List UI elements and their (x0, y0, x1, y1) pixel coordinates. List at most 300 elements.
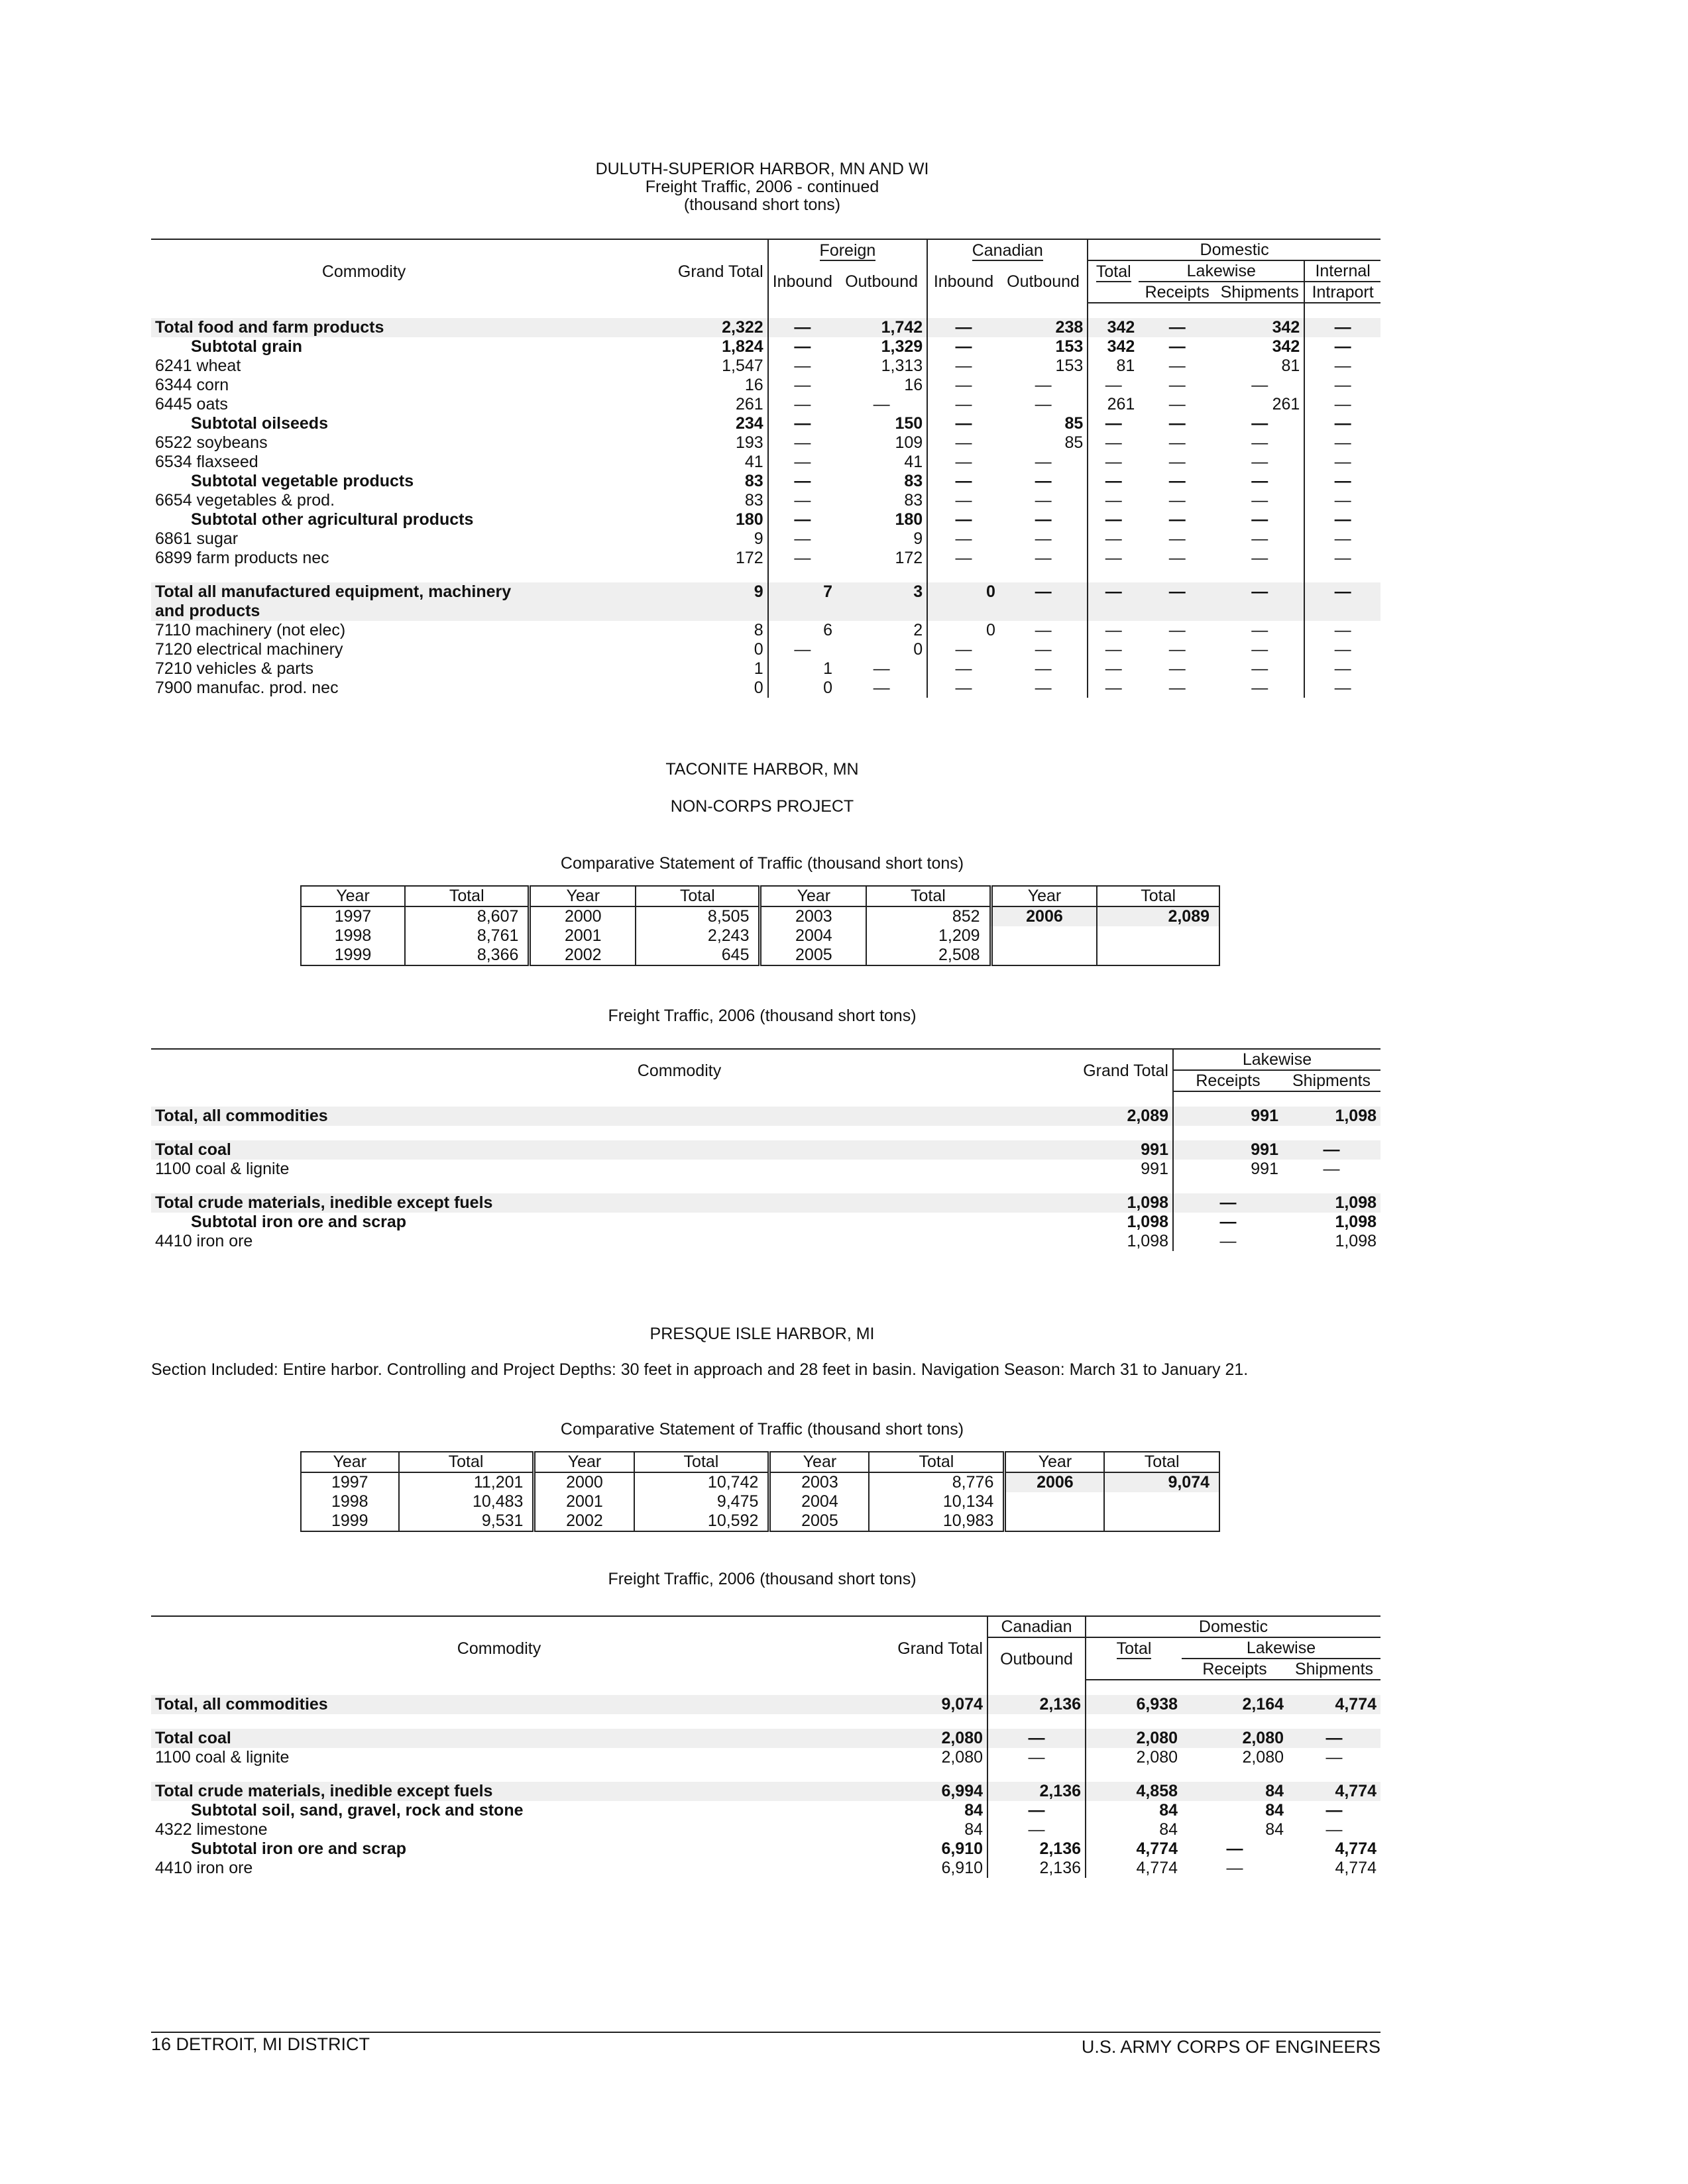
row-value: — (873, 679, 890, 697)
duluth-subtitle: Freight Traffic, 2006 - continued (645, 178, 879, 196)
row-label: 7110 machinery (not elec) (155, 621, 346, 639)
row-value: 2,080 (847, 1729, 987, 1748)
comparative-year-latest: 2006 (1005, 1472, 1105, 1492)
row-value: — (1304, 414, 1380, 433)
row-value: 2,136 (987, 1695, 1086, 1714)
col-canadian-outbound: Outbound (987, 1637, 1086, 1680)
comparative-empty (1104, 1492, 1219, 1511)
col-canadian-outbound: Outbound (1007, 272, 1080, 291)
comparative-total: 1,209 (866, 926, 991, 946)
taconite-freight-table (151, 1048, 1380, 1251)
table-row (151, 1107, 1380, 1126)
table-row (151, 1729, 1380, 1748)
row-value: 342 (1272, 337, 1300, 356)
row-value: — (987, 1729, 1086, 1748)
comparative-year: 1998 (334, 926, 372, 945)
row-value: — (1251, 659, 1268, 678)
table-row (151, 1695, 1380, 1714)
row-value: 6,994 (847, 1782, 987, 1801)
row-value: — (1088, 376, 1139, 395)
row-value: 83 (904, 491, 923, 510)
row-value: 84 (964, 1801, 983, 1820)
row-value: 2,136 (987, 1859, 1086, 1878)
taconite-comparative-table (300, 885, 1220, 966)
row-value: 1 (768, 659, 836, 679)
col-foreign-inbound: Inbound (768, 260, 836, 303)
row-value: — (1304, 491, 1380, 510)
presque-freight-table (151, 1615, 1380, 1878)
row-value: 261 (735, 395, 763, 413)
row-value: 342 (1215, 318, 1304, 337)
row-label: Total food and farm products (151, 318, 577, 337)
duluth-title: DULUTH-SUPERIOR HARBOR, MN AND WI (595, 160, 929, 178)
comparative-total: 8,505 (636, 906, 760, 926)
row-value: — (1168, 510, 1186, 529)
comparative-year: 1997 (331, 1473, 368, 1492)
comparative-row (301, 1472, 1219, 1492)
table-row (151, 1782, 1380, 1801)
row-value: — (1304, 640, 1380, 659)
comparative-total: 10,592 (634, 1511, 769, 1531)
row-value: — (1088, 414, 1139, 433)
col-domestic-total: Total (1096, 262, 1131, 281)
row-label: 7900 manufac. prod. nec (155, 679, 339, 697)
table-row (151, 1839, 1380, 1859)
row-label: Total crude materials, inedible except fuels (151, 1782, 847, 1801)
row-value: 4,774 (1086, 1839, 1182, 1859)
table-row (151, 1160, 1380, 1179)
row-value: — (1251, 472, 1268, 490)
row-value: — (1251, 549, 1268, 567)
table-row (151, 621, 1380, 640)
cmp-total-head: Total (636, 886, 760, 906)
row-value: — (1035, 491, 1052, 510)
table-row (151, 318, 1380, 337)
presque-comp-title: Comparative Statement of Traffic (thousand short tons) (560, 1420, 964, 1439)
row-value: — (1215, 582, 1304, 602)
comparative-year: 2001 (530, 926, 636, 946)
row-value: — (1088, 453, 1139, 472)
row-value: — (873, 395, 890, 413)
comparative-total: 8,366 (405, 946, 530, 965)
row-value: — (1139, 582, 1215, 602)
table-row (151, 1820, 1380, 1839)
row-value: 1,313 (881, 356, 923, 375)
row-value: 6 (768, 621, 836, 640)
row-value: 1,098 (1335, 1213, 1377, 1231)
row-value: — (1035, 376, 1052, 394)
col-lakewise: Lakewise (1173, 1049, 1380, 1070)
row-value (1088, 602, 1139, 621)
row-value: 41 (904, 453, 923, 471)
col-receipts: Receipts (1182, 1659, 1288, 1680)
row-value: — (1168, 414, 1186, 433)
row-value: 2,080 (1242, 1748, 1284, 1767)
row-value: 0 (754, 679, 763, 697)
comparative-row (301, 926, 1219, 946)
row-value: 1,098 (1013, 1193, 1173, 1213)
comparative-total: 10,742 (634, 1472, 769, 1492)
duluth-header (0, 160, 1524, 214)
row-label: Total crude materials, inedible except fuels (151, 1193, 1013, 1213)
row-value: 0 (913, 640, 923, 659)
row-value: — (768, 356, 836, 376)
row-value (1304, 602, 1380, 621)
row-value: — (1168, 337, 1186, 356)
row-value: 991 (1141, 1160, 1168, 1178)
row-value: — (1325, 1820, 1343, 1839)
row-value: 41 (744, 453, 763, 471)
row-value: 16 (744, 376, 763, 394)
comparative-total: 10,483 (399, 1492, 534, 1511)
table-row (151, 491, 1380, 510)
row-value: — (927, 433, 999, 453)
row-value: 2,080 (1086, 1748, 1182, 1767)
col-lakewise: Lakewise (1182, 1637, 1380, 1659)
row-value: — (1251, 414, 1268, 433)
cmp-total-head: Total (866, 886, 991, 906)
row-label: 7120 electrical machinery (155, 640, 343, 659)
cmp-total-head: Total (634, 1452, 769, 1472)
col-shipments: Shipments (1282, 1070, 1380, 1091)
table-row (151, 356, 1380, 376)
row-value: — (768, 414, 836, 433)
taconite-comp-title: Comparative Statement of Traffic (thousand short tons) (560, 854, 964, 873)
row-value: — (1304, 472, 1380, 491)
row-value: — (768, 529, 836, 549)
row-value: — (927, 395, 999, 414)
row-value: — (1168, 356, 1186, 375)
row-value: 0 (927, 621, 999, 640)
row-value: 991 (1013, 1140, 1173, 1160)
row-value: — (1251, 453, 1268, 471)
row-value: — (1173, 1213, 1282, 1232)
row-value: — (1168, 472, 1186, 490)
col-foreign: Foreign (819, 241, 876, 260)
row-value: — (1035, 529, 1052, 548)
table-row (151, 1748, 1380, 1767)
row-value: 991 (1173, 1140, 1282, 1160)
row-value: 1 (754, 659, 763, 678)
row-label: Total coal (151, 1140, 1013, 1160)
row-value: — (1304, 356, 1380, 376)
table-row (151, 679, 1380, 698)
cmp-year-head: Year (1005, 1452, 1105, 1472)
row-value: — (1304, 621, 1380, 640)
col-domestic: Domestic (1086, 1616, 1380, 1637)
row-value: — (927, 376, 999, 395)
row-value: — (1251, 376, 1268, 394)
row-value: 1,098 (1127, 1213, 1168, 1231)
row-value: — (927, 414, 999, 433)
row-value: 172 (735, 549, 763, 567)
row-value: 1,824 (722, 337, 763, 356)
row-value: 84 (1182, 1782, 1288, 1801)
row-value: — (1088, 433, 1139, 453)
row-value: — (768, 491, 836, 510)
row-label: 4410 iron ore (155, 1859, 253, 1877)
row-value (999, 602, 1088, 621)
row-value: — (1304, 659, 1380, 679)
col-commodity: Commodity (151, 1049, 1013, 1091)
row-value: 2 (913, 621, 923, 639)
row-value (1215, 602, 1304, 621)
row-value: 193 (735, 433, 763, 452)
row-value: 83 (904, 472, 923, 490)
comparative-empty (991, 946, 1097, 965)
row-value: 9 (754, 529, 763, 548)
row-value: — (1035, 453, 1052, 471)
row-value: — (1325, 1801, 1343, 1820)
row-value: 1,098 (1282, 1193, 1380, 1213)
row-value (1139, 602, 1215, 621)
comparative-total: 8,761 (405, 926, 530, 946)
row-value: 83 (744, 472, 763, 490)
cmp-year-head: Year (769, 1452, 870, 1472)
row-value: — (1304, 318, 1380, 337)
row-label: 4322 limestone (155, 1820, 268, 1839)
row-value: — (1323, 1160, 1340, 1178)
row-value: — (1139, 318, 1215, 337)
comparative-year-latest: 2006 (991, 906, 1097, 926)
col-foreign-outbound: Outbound (845, 272, 919, 291)
row-value: — (927, 679, 999, 698)
row-value: — (927, 318, 999, 337)
table-row (151, 337, 1380, 356)
row-value: — (1251, 433, 1268, 452)
footer-right: U.S. ARMY CORPS OF ENGINEERS (1081, 2037, 1380, 2057)
row-value: — (1168, 529, 1186, 548)
row-value: — (1304, 510, 1380, 529)
comparative-empty (1097, 926, 1219, 946)
comparative-total: 11,201 (399, 1472, 534, 1492)
row-value: 153 (1055, 356, 1084, 375)
row-label: Total, all commodities (151, 1107, 1013, 1126)
row-value: — (768, 510, 836, 529)
col-lakewise: Lakewise (1139, 260, 1304, 282)
row-value: 84 (1265, 1801, 1284, 1820)
presque-freight-title: Freight Traffic, 2006 (thousand short tons) (608, 1570, 917, 1588)
row-value: — (999, 582, 1088, 602)
comparative-year: 1999 (334, 946, 372, 964)
cmp-total-head: Total (869, 1452, 1004, 1472)
row-value: — (1304, 376, 1380, 395)
row-value: — (927, 640, 999, 659)
row-value: — (1088, 549, 1139, 568)
presque-title: PRESQUE ISLE HARBOR, MI (649, 1325, 875, 1343)
row-label: Subtotal oilseeds (191, 414, 328, 433)
row-label: Subtotal iron ore and scrap (191, 1839, 407, 1858)
row-value: — (1168, 640, 1186, 659)
row-value (577, 602, 768, 621)
row-label: Subtotal vegetable products (191, 472, 414, 490)
footer-left: 16 DETROIT, MI DISTRICT (151, 2034, 370, 2054)
row-value: 1,098 (1335, 1232, 1377, 1250)
comparative-year: 1999 (331, 1511, 368, 1530)
row-value: 261 (1088, 395, 1139, 414)
cmp-year-head: Year (530, 886, 636, 906)
row-value: 991 (1173, 1160, 1282, 1179)
row-value: 81 (1281, 356, 1300, 375)
duluth-freight-table (151, 239, 1380, 698)
row-value: 3 (836, 582, 927, 602)
comparative-year: 2005 (760, 946, 866, 965)
row-value: 1,742 (836, 318, 927, 337)
row-label: 6899 farm products nec (155, 549, 329, 567)
row-value: 2,080 (941, 1748, 983, 1767)
row-value: — (1088, 491, 1139, 510)
row-value: — (1251, 510, 1268, 529)
row-value: — (1168, 491, 1186, 510)
row-value: — (1088, 640, 1139, 659)
presque-comparative-table (300, 1451, 1220, 1532)
row-value: 2,164 (1182, 1695, 1288, 1714)
row-value: 238 (999, 318, 1088, 337)
row-value: — (1088, 621, 1139, 640)
col-shipments: Shipments (1215, 282, 1304, 303)
row-value: — (927, 659, 999, 679)
row-value: 1,329 (881, 337, 923, 356)
table-row (151, 640, 1380, 659)
row-value: 109 (895, 433, 923, 452)
row-value: — (768, 376, 836, 395)
table-row (151, 582, 1380, 602)
cmp-year-head: Year (301, 886, 405, 906)
row-value: — (768, 433, 836, 453)
row-value: — (1226, 1839, 1243, 1858)
row-label: 7210 vehicles & parts (155, 659, 314, 678)
col-canadian: Canadian (972, 241, 1043, 260)
row-value: 4,858 (1086, 1782, 1182, 1801)
table-row (151, 602, 1380, 621)
comparative-empty (991, 926, 1097, 946)
row-value: — (768, 640, 836, 659)
cmp-total-head: Total (405, 886, 530, 906)
table-row (151, 376, 1380, 395)
row-value: — (1304, 529, 1380, 549)
presque-section-note: Section Included: Entire harbor. Controlling and Project Depths: 30 feet in approach and 28 feet in basin. Navigation Season: March 31 to January 21. (151, 1360, 1249, 1379)
row-value: — (1168, 659, 1186, 678)
row-value: — (1088, 529, 1139, 549)
row-value: 6,910 (941, 1859, 983, 1877)
table-row (151, 659, 1380, 679)
row-value: — (1304, 549, 1380, 568)
row-value: — (1088, 582, 1139, 602)
row-label: 6861 sugar (155, 529, 239, 548)
row-value: 2,080 (1086, 1729, 1182, 1748)
row-value: — (1288, 1729, 1380, 1748)
comparative-total: 10,134 (869, 1492, 1004, 1511)
row-value: — (768, 395, 836, 414)
row-label: 6445 oats (155, 395, 228, 413)
col-commodity: Commodity (151, 1616, 847, 1680)
row-value: — (1168, 453, 1186, 471)
row-value: 7 (768, 582, 836, 602)
duluth-units: (thousand short tons) (683, 195, 841, 214)
row-value: — (1304, 337, 1380, 356)
row-value: 0 (927, 582, 999, 602)
col-internal: Internal (1304, 260, 1380, 282)
col-canadian-inbound: Inbound (927, 260, 999, 303)
row-label: Subtotal grain (191, 337, 303, 356)
comparative-year: 2000 (530, 906, 636, 926)
row-value: — (1168, 549, 1186, 567)
row-value: — (1035, 679, 1052, 697)
row-value: — (927, 491, 999, 510)
row-value: 9 (913, 529, 923, 548)
row-value: — (1325, 1748, 1343, 1767)
table-row (151, 1193, 1380, 1213)
comparative-total-latest: 2,089 (1097, 906, 1219, 926)
row-value: — (1304, 395, 1380, 414)
row-value: — (1088, 659, 1139, 679)
row-value: — (987, 1748, 1086, 1767)
row-value: — (1088, 679, 1139, 698)
cmp-year-head: Year (534, 1452, 634, 1472)
col-domestic-total: Total (1116, 1639, 1152, 1658)
row-label: 6344 corn (155, 376, 229, 394)
col-grand-total: Grand Total (577, 239, 768, 303)
row-value: 2,322 (577, 318, 768, 337)
row-label: Total coal (151, 1729, 847, 1748)
table-row (151, 1213, 1380, 1232)
comparative-row (301, 1511, 1219, 1531)
row-value (836, 602, 927, 621)
row-label: Subtotal iron ore and scrap (191, 1213, 407, 1231)
row-value: — (768, 337, 836, 356)
comparative-year: 1997 (334, 907, 372, 926)
row-value: 4,774 (1335, 1839, 1377, 1858)
cmp-year-head: Year (991, 886, 1097, 906)
col-canadian: Canadian (987, 1616, 1086, 1637)
row-value: 1,547 (722, 356, 763, 375)
row-value: — (1168, 621, 1186, 639)
table-row (151, 510, 1380, 529)
row-value: 84 (964, 1820, 983, 1839)
taconite-title: TACONITE HARBOR, MN (665, 760, 859, 779)
table-row (151, 1801, 1380, 1820)
row-value: — (927, 510, 999, 529)
row-value: 2,136 (987, 1839, 1086, 1859)
row-value: 4,774 (1288, 1782, 1380, 1801)
comparative-year: 1998 (331, 1492, 368, 1511)
cmp-total-head: Total (399, 1452, 534, 1472)
comparative-total: 10,983 (869, 1511, 1004, 1531)
row-value (927, 602, 999, 621)
row-value: 991 (1173, 1107, 1282, 1126)
comparative-total: 852 (866, 906, 991, 926)
comparative-total: 2,508 (866, 946, 991, 965)
taconite-subtitle: NON-CORPS PROJECT (670, 797, 854, 816)
row-value: — (873, 659, 890, 678)
row-value: 9,074 (847, 1695, 987, 1714)
row-value: — (1035, 472, 1052, 490)
row-value: 1,098 (1127, 1232, 1168, 1250)
row-value: — (987, 1801, 1086, 1820)
row-label: 6654 vegetables & prod. (155, 491, 335, 510)
row-value: — (1088, 510, 1139, 529)
row-value: — (1304, 453, 1380, 472)
row-value: — (1173, 1193, 1282, 1213)
comparative-empty (1097, 946, 1219, 965)
comparative-total: 8,776 (869, 1472, 1004, 1492)
row-value: 2,136 (987, 1782, 1086, 1801)
row-value: 81 (1088, 356, 1139, 376)
row-value: 153 (1055, 337, 1084, 356)
row-value: — (1251, 679, 1268, 697)
col-grand-total: Grand Total (847, 1616, 987, 1680)
row-value: — (1304, 582, 1380, 602)
